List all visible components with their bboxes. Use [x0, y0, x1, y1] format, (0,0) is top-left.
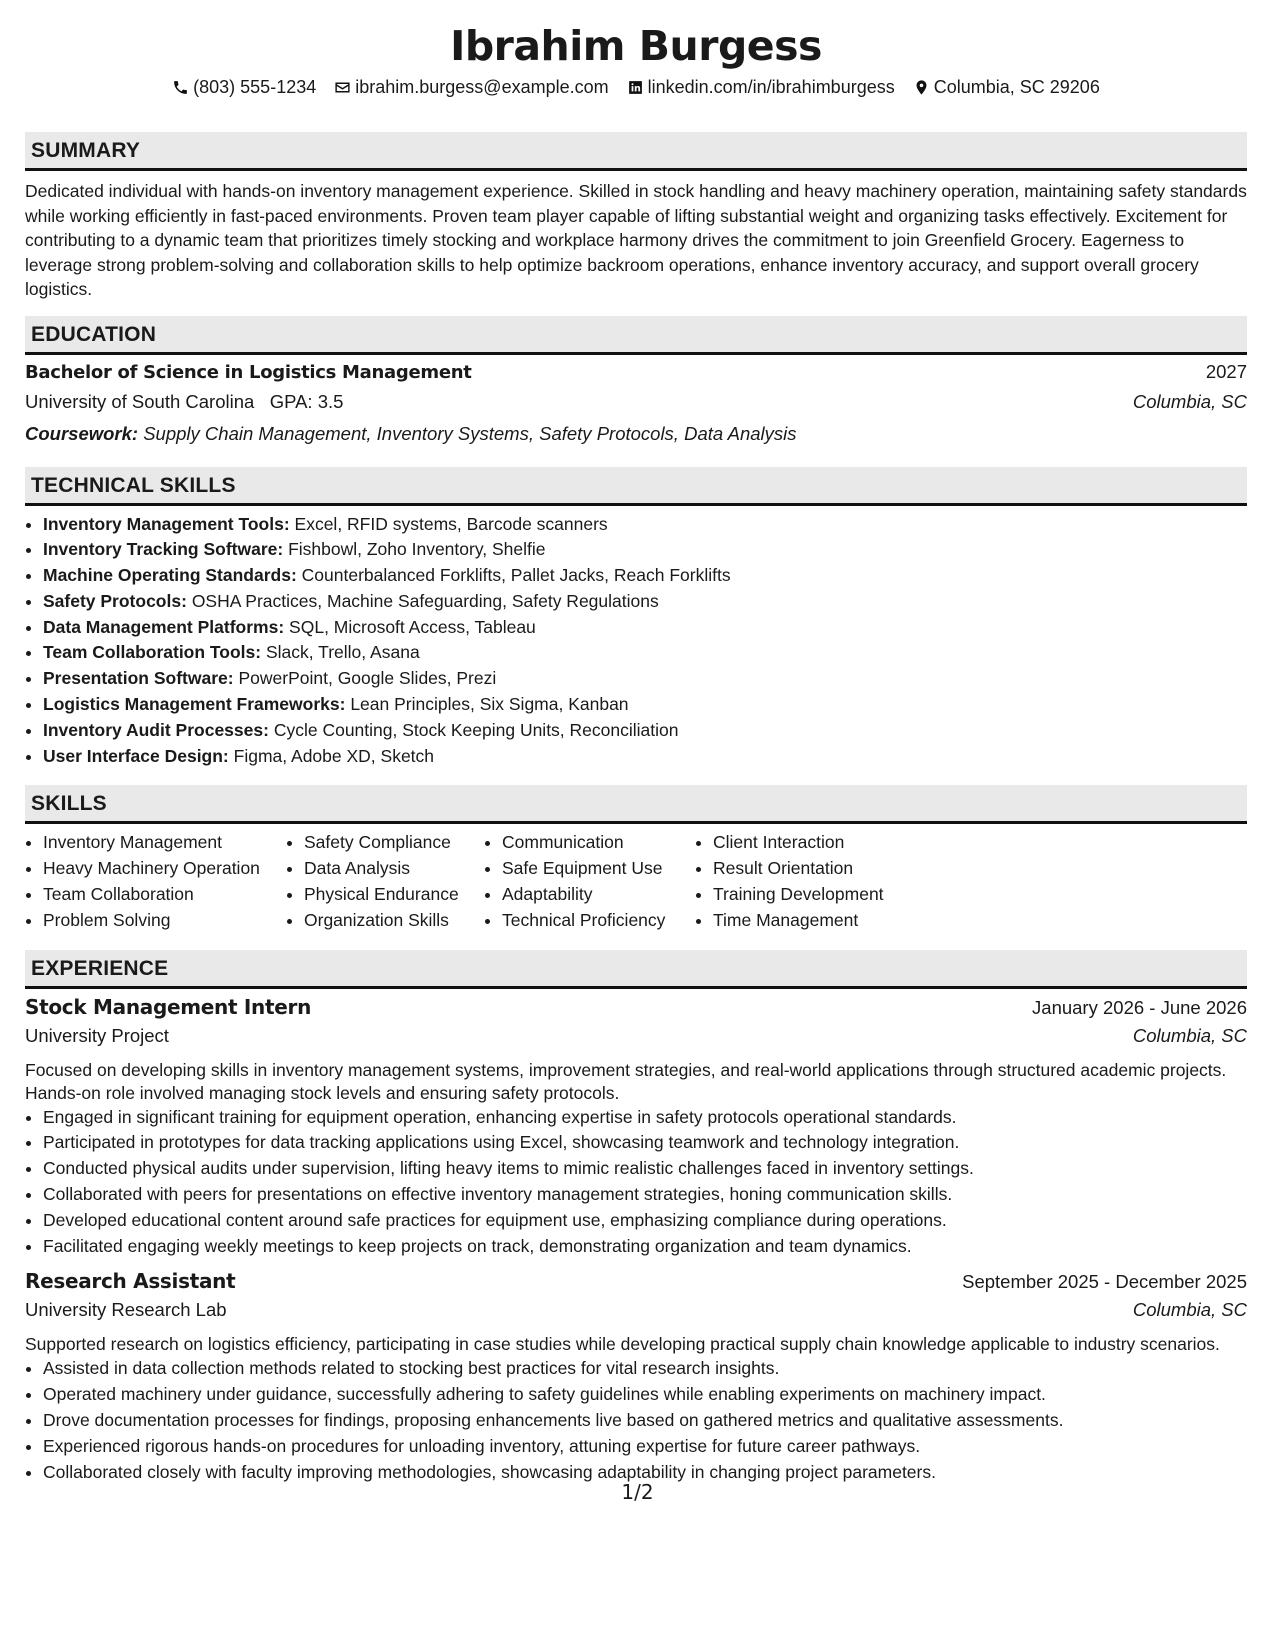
list-item — [43, 563, 1247, 589]
skills-column-4 — [695, 830, 933, 933]
skill-value: Slack, Trello, Asana — [265, 642, 420, 663]
list-item — [43, 537, 1247, 563]
page-number: 1/2 — [621, 1480, 654, 1504]
list-item — [43, 512, 1247, 538]
list-item — [43, 666, 1247, 692]
list-item: • Data Analysis — [304, 856, 484, 882]
contact-bar — [25, 74, 1247, 100]
skill-label: Safety Protocols: — [43, 590, 187, 611]
list-item: • Participated in prototypes for data tracking applications using Excel, showcasing teamwork and technology integration. — [43, 1130, 1247, 1156]
skill-value: SQL, Microsoft Access, Tableau — [289, 616, 536, 637]
education-entry — [25, 361, 1247, 449]
skills-column-1 — [25, 830, 286, 933]
job-bullets — [25, 1105, 1247, 1260]
list-item: • Adaptability — [502, 882, 695, 908]
list-item: • Experienced rigorous hands-on procedures for unloading inventory, attuning expertise for future career pathways. — [43, 1434, 1247, 1460]
job-title: Research Assistant — [25, 1269, 236, 1294]
list-item — [43, 744, 1247, 770]
skill-value: Excel, RFID systems, Barcode scanners — [294, 513, 608, 534]
experience-heading: EXPERIENCE — [25, 950, 1247, 989]
contact-phone — [172, 74, 316, 100]
job-location: Columbia, SC — [1132, 1024, 1247, 1046]
skills-heading: SKILLS — [25, 785, 1247, 824]
skills-column-3 — [484, 830, 695, 933]
skill-label: Data Management Platforms: — [43, 616, 285, 637]
list-item: • Team Collaboration — [43, 882, 286, 908]
resume-page — [25, 20, 1247, 1485]
skill-value: Fishbowl, Zoho Inventory, Shelfie — [288, 539, 546, 560]
job-organization: University Research Lab — [25, 1299, 227, 1321]
skill-label: Machine Operating Standards: — [43, 565, 297, 586]
skill-label: Inventory Tracking Software: — [43, 539, 284, 560]
list-item: • Training Development — [713, 882, 933, 908]
job-description: Supported research on logistics efficiency, participating in case studies while developing practical supply chain knowledge applicable to industry scenarios. — [25, 1334, 1220, 1355]
job-title: Stock Management Intern — [25, 994, 312, 1019]
degree-title: Bachelor of Science in Logistics Management — [25, 361, 472, 383]
skill-label: Presentation Software: — [43, 668, 234, 689]
list-item — [43, 718, 1247, 744]
school-location: Columbia, SC — [1132, 390, 1247, 412]
list-item — [43, 640, 1247, 666]
list-item: • Collaborated with peers for presentations on effective inventory management strategies, honing communication skills. — [43, 1182, 1247, 1208]
skill-label: Logistics Management Frameworks: — [43, 694, 346, 715]
list-item: • Technical Proficiency — [502, 908, 695, 934]
skills-grid — [25, 830, 1247, 933]
job-dates: September 2025 - December 2025 — [962, 1271, 1247, 1293]
job-location: Columbia, SC — [1132, 1299, 1247, 1321]
list-item: • Engaged in significant training for equipment operation, enhancing expertise in safety protocols operational standards. — [43, 1105, 1247, 1131]
skill-value: OSHA Practices, Machine Safeguarding, Safety Regulations — [191, 590, 659, 611]
summary-text: Dedicated individual with hands-on inventory management experience. Skilled in stock handling and heavy machinery operation, maintaining safety standards while working efficiently in fast-paced environments. Proven team player capable of lifting substantial weight and organizing tasks effectively. Excitement for contributing to a dynamic team that prioritizes timely stocking and workplace harmony drives the commitment to join Greenfield Grocery. Eagerness to leverage strong problem-solving and collaboration skills to help optimize backroom operations, enhance inventory accuracy, and support overall grocery logistics. — [25, 181, 1247, 299]
experience-entry — [25, 995, 1247, 1260]
candidate-name: Ibrahim Burgess — [450, 22, 822, 70]
coursework-list: Supply Chain Management, Inventory Systems, Safety Protocols, Data Analysis — [143, 422, 797, 444]
linkedin-link[interactable]: linkedin.com/in/ibrahimburgess — [647, 77, 895, 97]
gpa: GPA: 3.5 — [269, 390, 344, 412]
skill-label: Team Collaboration Tools: — [43, 642, 262, 663]
experience-entry — [25, 1269, 1247, 1485]
skill-label: Inventory Audit Processes: — [43, 719, 269, 740]
skill-value: Cycle Counting, Stock Keeping Units, Reconciliation — [273, 719, 679, 740]
list-item: • Assisted in data collection methods related to stocking best practices for vital research insights. — [43, 1356, 1247, 1382]
list-item: • Physical Endurance — [304, 882, 484, 908]
list-item: • Organization Skills — [304, 908, 484, 934]
list-item: • Developed educational content around safe practices for equipment use, emphasizing compliance during operations. — [43, 1208, 1247, 1234]
skill-value: PowerPoint, Google Slides, Prezi — [238, 668, 497, 689]
contact-linkedin[interactable] — [627, 74, 895, 100]
phone-icon — [172, 79, 189, 96]
contact-email[interactable] — [334, 74, 608, 100]
skill-label: User Interface Design: — [43, 745, 229, 766]
list-item: • Inventory Management — [43, 830, 286, 856]
summary-heading: SUMMARY — [25, 132, 1247, 171]
list-item — [43, 615, 1247, 641]
skill-label: Inventory Management Tools: — [43, 513, 290, 534]
list-item: • Heavy Machinery Operation — [43, 856, 286, 882]
job-bullets — [25, 1356, 1247, 1485]
skill-value: Lean Principles, Six Sigma, Kanban — [350, 694, 629, 715]
list-item: • Safe Equipment Use — [502, 856, 695, 882]
phone-text: (803) 555-1234 — [193, 77, 317, 97]
skill-value: Figma, Adobe XD, Sketch — [233, 745, 435, 766]
technical-skills-heading: TECHNICAL SKILLS — [25, 467, 1247, 506]
education-heading: EDUCATION — [25, 316, 1247, 355]
list-item: • Collaborated closely with faculty improving methodologies, showcasing adaptability in changing project parameters. — [43, 1460, 1247, 1486]
skills-column-2 — [286, 830, 484, 933]
school-name: University of South Carolina — [25, 390, 255, 412]
list-item: • Client Interaction — [713, 830, 933, 856]
list-item — [43, 692, 1247, 718]
list-item: • Time Management — [713, 908, 933, 934]
contact-location — [913, 74, 1100, 100]
list-item: • Safety Compliance — [304, 830, 484, 856]
list-item: • Operated machinery under guidance, successfully adhering to safety guidelines while enabling experiments on machinery impact. — [43, 1382, 1247, 1408]
email-link[interactable]: ibrahim.burgess@example.com — [355, 77, 609, 97]
location-text: Columbia, SC 29206 — [933, 77, 1100, 97]
coursework-label: Coursework: — [25, 422, 139, 444]
envelope-icon — [334, 79, 351, 96]
list-item: • Problem Solving — [43, 908, 286, 934]
school-line — [25, 391, 343, 413]
linkedin-icon — [627, 79, 644, 96]
graduation-year: 2027 — [1205, 360, 1247, 382]
list-item: • Result Orientation — [713, 856, 933, 882]
skill-value: Counterbalanced Forklifts, Pallet Jacks, Reach Forklifts — [301, 565, 731, 586]
list-item: • Facilitated engaging weekly meetings to keep projects on track, demonstrating organization and team dynamics. — [43, 1234, 1247, 1260]
map-pin-icon — [913, 79, 930, 96]
list-item: • Conducted physical audits under supervision, lifting heavy items to mimic realistic challenges faced in inventory settings. — [43, 1156, 1247, 1182]
list-item: • Drove documentation processes for findings, proposing enhancements live based on gathered metrics and qualitative assessments. — [43, 1408, 1247, 1434]
technical-skills-list — [25, 512, 1247, 770]
list-item — [43, 589, 1247, 615]
list-item: • Communication — [502, 830, 695, 856]
job-description: Focused on developing skills in inventory management systems, improvement strategies, and real-world applications through structured academic projects. Hands-on role involved managing stock levels and ensuring safety protocols. — [25, 1059, 1227, 1103]
coursework-line — [25, 419, 1247, 449]
job-dates: January 2026 - June 2026 — [1032, 996, 1247, 1018]
job-organization: University Project — [25, 1024, 169, 1046]
